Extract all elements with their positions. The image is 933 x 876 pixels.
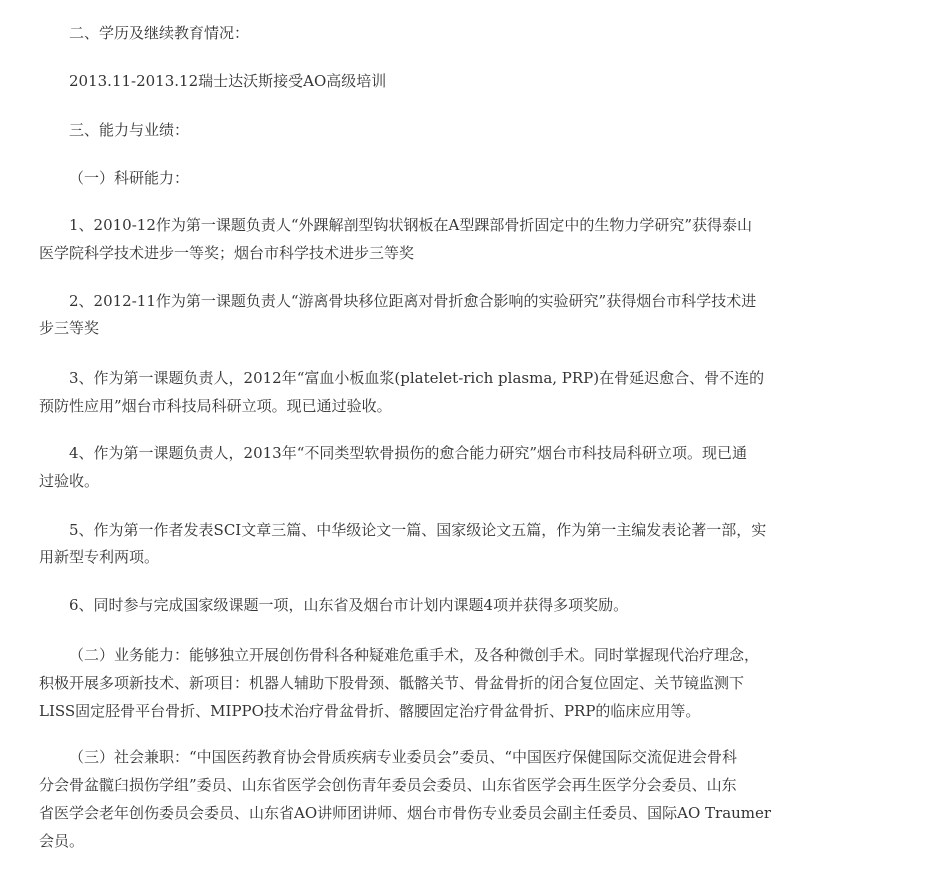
research-item-3-line-1: 3、作为第一课题负责人，2012年“富血小板血浆(platelet-rich plasma, PRP)在骨延迟愈合、骨不连的 xyxy=(69,369,765,387)
research-item-2-line-1: 2、2012-11作为第一课题负责人“游离骨块移位距离对骨折愈合影响的实验研究”获得烟台市科学技术进 xyxy=(69,292,757,310)
research-item-3-line-2: 预防性应用”烟台市科技局科研立项。现已通过验收。 xyxy=(39,397,392,415)
research-item-5-line-2: 用新型专利两项。 xyxy=(39,548,160,566)
research-item-1-line-1: 1、2010-12作为第一课题负责人“外踝解剖型钩状钢板在A型踝部骨折固定中的生物力学研究”获得泰山 xyxy=(69,216,753,234)
social-roles-line-2: 分会骨盆髋臼损伤学组”委员、山东省医学会创伤青年委员会委员、山东省医学会再生医学分会委员、山东 xyxy=(39,776,737,794)
section-heading-achievements: 三、能力与业绩： xyxy=(69,121,190,139)
research-item-4-line-1: 4、作为第一课题负责人，2013年“不同类型软骨损伤的愈合能力研究”烟台市科技局科研立项。现已通 xyxy=(69,444,748,462)
research-item-5-line-1: 5、作为第一作者发表SCI文章三篇、中华级论文一篇、国家级论文五篇，作为第一主编发表论著一部，实 xyxy=(69,521,767,539)
social-roles-line-4: 会员。 xyxy=(39,832,85,850)
research-item-4-line-2: 过验收。 xyxy=(39,472,100,490)
social-roles-line-1: （三）社会兼职：“中国医药教育协会骨质疾病专业委员会”委员、“中国医疗保健国际交流促进会骨科 xyxy=(69,748,738,766)
clinical-ability-line-3: LISS固定胫骨平台骨折、MIPPO技术治疗骨盆骨折、髂腰固定治疗骨盆骨折、PRP的临床应用等。 xyxy=(39,702,701,720)
section-heading-education: 二、学历及继续教育情况： xyxy=(69,24,250,42)
research-item-6: 6、同时参与完成国家级课题一项，山东省及烟台市计划内课题4项并获得多项奖励。 xyxy=(69,596,629,614)
clinical-ability-line-2: 积极开展多项新技术、新项目：机器人辅助下股骨颈、骶髂关节、骨盆骨折的闭合复位固定、关节镜监测下 xyxy=(39,674,745,692)
social-roles-line-3: 省医学会老年创伤委员会委员、山东省AO讲师团讲师、烟台市骨伤专业委员会副主任委员、国际AO Traumer xyxy=(39,804,772,822)
research-item-2-line-2: 步三等奖 xyxy=(39,319,100,337)
research-item-1-line-2: 医学院科学技术进步一等奖；烟台市科学技术进步三等奖 xyxy=(39,244,415,262)
subheading-research: （一）科研能力： xyxy=(69,169,190,187)
education-entry: 2013.11-2013.12瑞士达沃斯接受AO高级培训 xyxy=(69,72,387,90)
clinical-ability-line-1: （二）业务能力：能够独立开展创伤骨科各种疑难危重手术，及各种微创手术。同时掌握现代治疗理念， xyxy=(69,646,760,664)
